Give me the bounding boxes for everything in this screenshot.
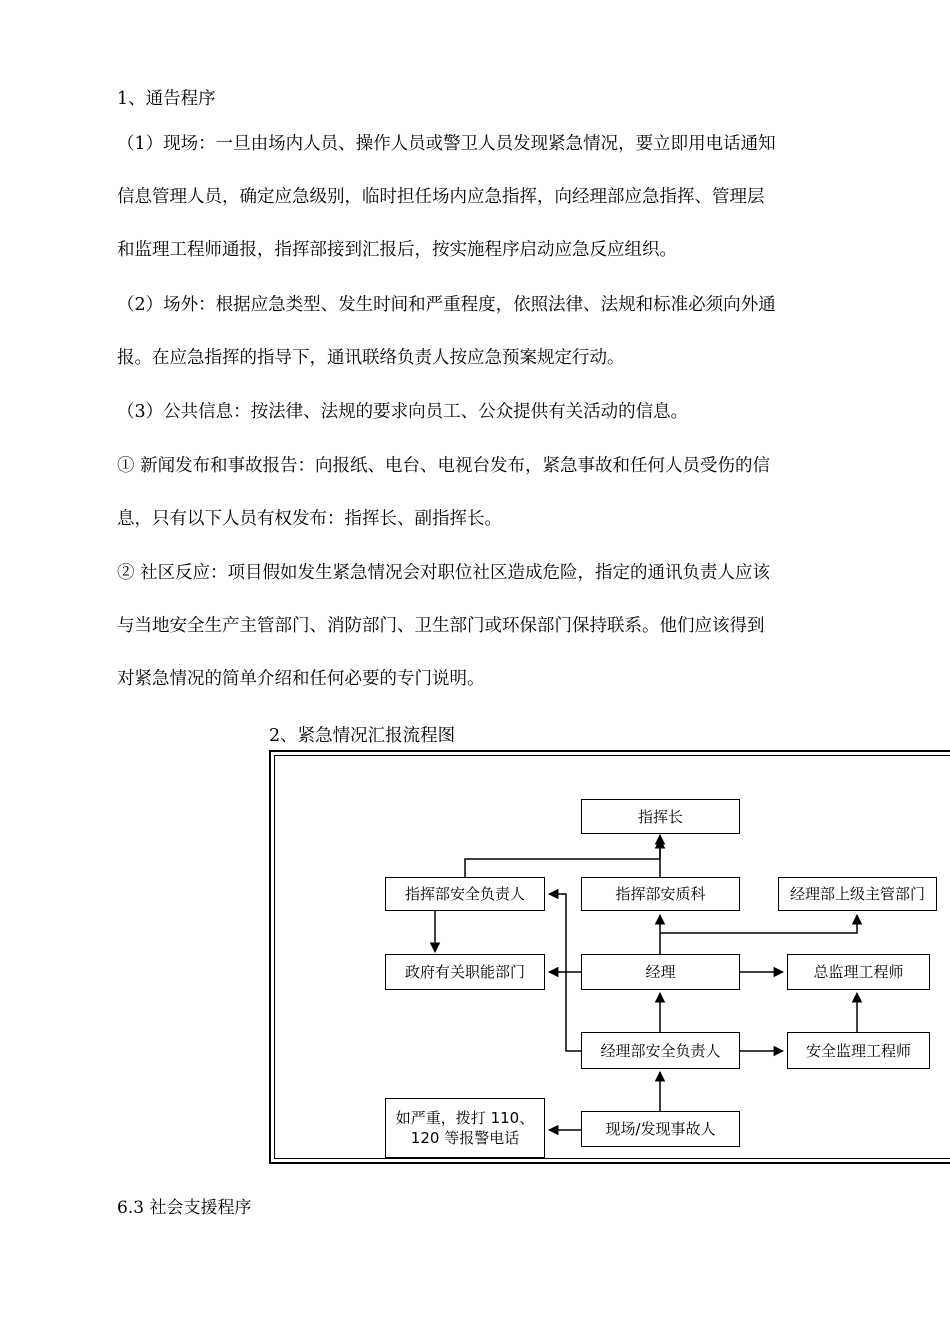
section-heading-flowchart: 2、紧急情况汇报流程图 [269, 726, 456, 746]
box-commander: 指挥长 [581, 799, 740, 834]
paragraph-line: 和监理工程师通报，指挥部接到汇报后，按实施程序启动应急反应组织。 [117, 240, 677, 260]
connector-safety-lead-to-commander [465, 835, 660, 877]
emergency-call-line: 如严重，拨打 110、 [395, 1109, 535, 1127]
box-manager: 经理 [581, 954, 740, 990]
connector-manager-to-superior [660, 915, 857, 933]
box-hq-safety-lead: 指挥部安全负责人 [385, 877, 545, 911]
box-site-discovery: 现场/发现事故人 [581, 1111, 740, 1147]
box-chief-supervisor: 总监理工程师 [787, 954, 930, 990]
box-safety-supervisor: 安全监理工程师 [787, 1032, 930, 1069]
paragraph-line: 与当地安全生产主管部门、消防部门、卫生部门或环保部门保持联系。他们应该得到 [117, 616, 765, 636]
paragraph-line: 对紧急情况的简单介绍和任何必要的专门说明。 [117, 669, 485, 689]
box-dept-safety-lead: 经理部安全负责人 [581, 1032, 740, 1069]
paragraph-line: ② 社区反应：项目假如发生紧急情况会对职位社区造成危险，指定的通讯负责人应该 [117, 563, 771, 583]
paragraph-line: 报。在应急指挥的指导下，通讯联络负责人按应急预案规定行动。 [117, 348, 625, 368]
paragraph-line: 息，只有以下人员有权发布：指挥长、副指挥长。 [117, 509, 502, 529]
box-emergency-call [385, 1098, 545, 1158]
section-heading-notification: 1、通告程序 [117, 89, 216, 109]
box-superior-dept: 经理部上级主管部门 [778, 877, 937, 911]
box-gov-dept: 政府有关职能部门 [385, 954, 545, 990]
section-heading-social-support: 6.3 社会支援程序 [117, 1198, 252, 1218]
paragraph-line: （1）现场：一旦由场内人员、操作人员或警卫人员发现紧急情况，要立即用电话通知 [117, 134, 776, 154]
paragraph-line: 信息管理人员，确定应急级别，临时担任场内应急指挥，向经理部应急指挥、管理层 [117, 187, 765, 207]
box-hq-quality-dept: 指挥部安质科 [581, 877, 740, 911]
paragraph-line: （3）公共信息：按法律、法规的要求向员工、公众提供有关活动的信息。 [117, 402, 689, 422]
emergency-call-line: 120 等报警电话 [410, 1129, 520, 1147]
paragraph-line: ① 新闻发布和事故报告：向报纸、电台、电视台发布，紧急事故和任何人员受伤的信 [117, 456, 771, 476]
paragraph-line: （2）场外：根据应急类型、发生时间和严重程度，依照法律、法规和标准必须向外通 [117, 295, 776, 315]
